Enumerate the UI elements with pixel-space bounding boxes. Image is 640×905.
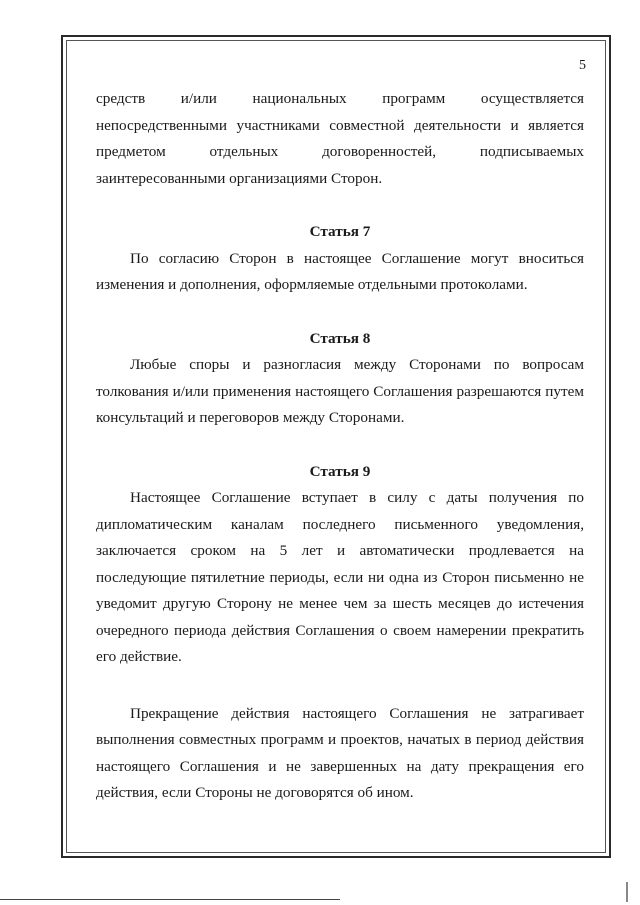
termination-paragraph: Прекращение действия настоящего Соглашения не затрагивает выполнения совместных программ и проектов, начатых в период действия настоящего Соглашения и не завершенных на дату прекращения его действия, если Стороны не договорятся об ином.: [96, 704, 584, 801]
article-7-heading: Статья 7: [309, 223, 371, 240]
spacer: [96, 192, 584, 219]
article-7-paragraph: По согласию Сторон в настоящее Соглашение могут вноситься изменения и дополнения, оформляемые отдельными протоколами.: [96, 249, 584, 293]
article-8-paragraph: Любые споры и разногласия между Сторонами по вопросам толкования и/или применения настоящего Соглашения разрешаются путем консультаций и переговоров между Сторонами.: [96, 356, 584, 426]
scan-edge-line: [0, 899, 340, 900]
scan-edge-mark: [626, 882, 628, 902]
page-number: 5: [579, 58, 586, 73]
document-body: [96, 86, 584, 807]
spacer: [96, 671, 584, 701]
spacer: [96, 432, 584, 459]
article-9-heading: Статья 9: [309, 462, 371, 480]
intro-paragraph: средств и/или национальных программ осуществляется непосредственными участниками совместной деятельности и является предметом отдельных договоренностей, подписываемых заинтересованными организациями Сторон.: [96, 90, 584, 187]
article-8-heading: Статья 8: [309, 329, 371, 347]
spacer: [96, 299, 584, 326]
article-9-paragraph: Настоящее Соглашение вступает в силу с даты получения по дипломатическим каналам последнего письменного уведомления, заключается сроком на 5 лет и автоматически продлевается на последующие пятилетние периоды, если ни одна из Сторон письменно не уведомит другую Сторону не менее чем за шесть месяцев до истечения очередного периода действия Соглашения о своем намерении прекратить его действие.: [96, 489, 584, 665]
